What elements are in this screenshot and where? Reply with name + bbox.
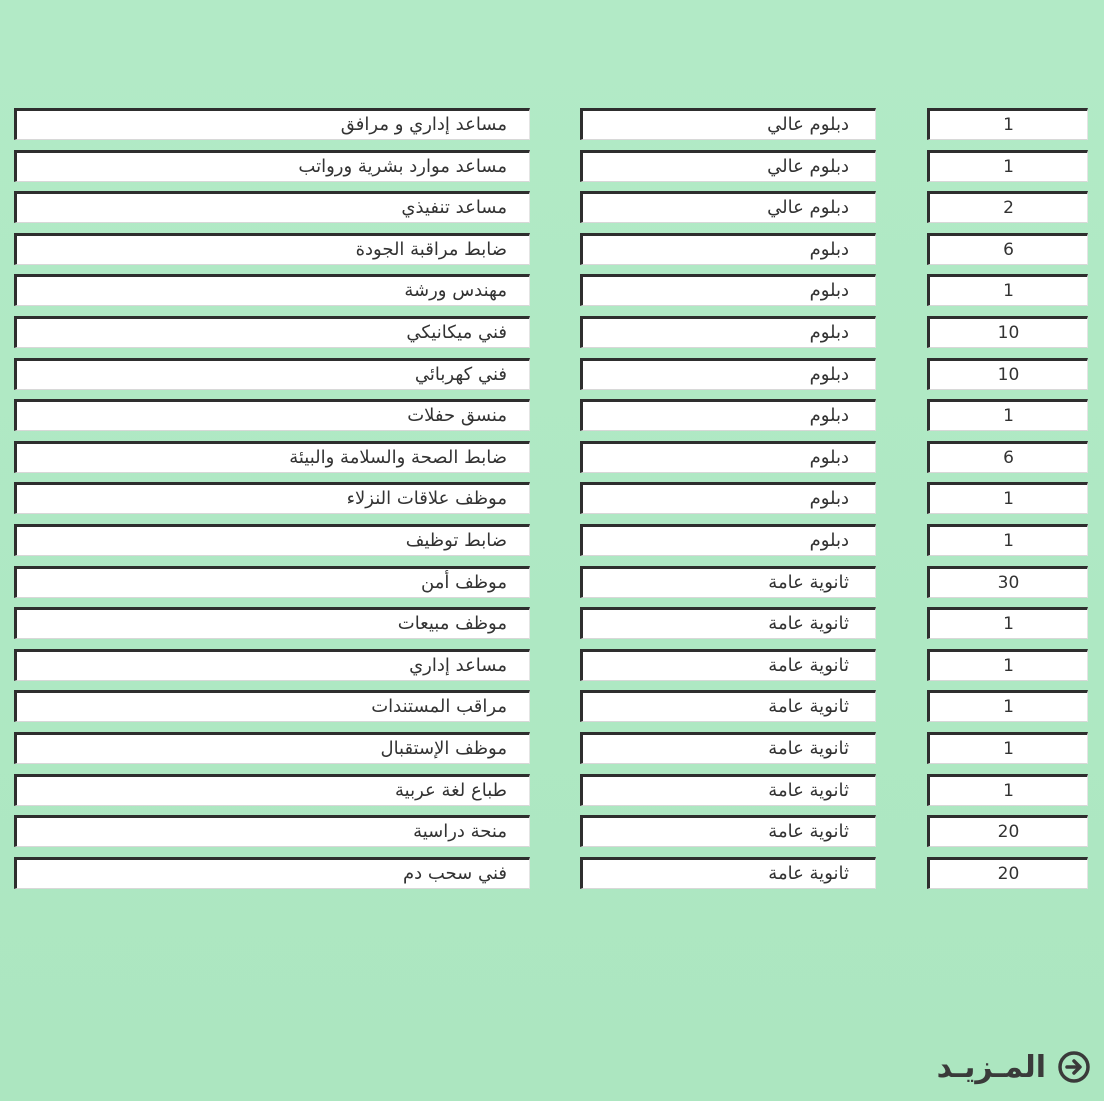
- job-title-cell: طباع لغة عربية: [14, 774, 530, 806]
- qualification-cell: ثانوية عامة: [580, 690, 876, 722]
- more-link[interactable]: [937, 1046, 1090, 1088]
- qualification-cell: دبلوم: [580, 274, 876, 306]
- qualification-cell: ثانوية عامة: [580, 774, 876, 806]
- qualification-cell: دبلوم: [580, 233, 876, 265]
- qualification-cell: ثانوية عامة: [580, 566, 876, 598]
- job-title-cell: مراقب المستندات: [14, 690, 530, 722]
- vacancy-count-cell: 1: [927, 399, 1088, 431]
- vacancy-count-cell: 10: [927, 316, 1088, 348]
- qualification-cell: دبلوم: [580, 482, 876, 514]
- qualification-cell: دبلوم: [580, 399, 876, 431]
- job-title-cell: فني كهربائي: [14, 358, 530, 390]
- vacancy-count-cell: 1: [927, 482, 1088, 514]
- job-title-cell: موظف أمن: [14, 566, 530, 598]
- vacancy-count-cell: 6: [927, 441, 1088, 473]
- qualification-cell: ثانوية عامة: [580, 732, 876, 764]
- vacancy-count-cell: 1: [927, 607, 1088, 639]
- jobs-table: [0, 108, 1104, 898]
- table-row: [0, 815, 1104, 857]
- vacancy-count-cell: 30: [927, 566, 1088, 598]
- table-row: [0, 274, 1104, 316]
- qualification-cell: دبلوم عالي: [580, 150, 876, 182]
- qualification-cell: دبلوم عالي: [580, 191, 876, 223]
- vacancy-count-cell: 6: [927, 233, 1088, 265]
- table-row: [0, 566, 1104, 608]
- vacancy-count-cell: 1: [927, 774, 1088, 806]
- qualification-cell: دبلوم: [580, 358, 876, 390]
- job-title-cell: مساعد تنفيذي: [14, 191, 530, 223]
- vacancy-count-cell: 1: [927, 732, 1088, 764]
- qualification-cell: ثانوية عامة: [580, 857, 876, 889]
- table-row: [0, 649, 1104, 691]
- job-title-cell: موظف مبيعات: [14, 607, 530, 639]
- vacancy-count-cell: 1: [927, 649, 1088, 681]
- qualification-cell: ثانوية عامة: [580, 649, 876, 681]
- job-title-cell: ضابط مراقبة الجودة: [14, 233, 530, 265]
- table-row: [0, 441, 1104, 483]
- table-row: [0, 399, 1104, 441]
- job-title-cell: فني سحب دم: [14, 857, 530, 889]
- table-row: [0, 774, 1104, 816]
- table-row: [0, 233, 1104, 275]
- table-row: [0, 316, 1104, 358]
- table-row: [0, 607, 1104, 649]
- qualification-cell: ثانوية عامة: [580, 815, 876, 847]
- job-title-cell: فني ميكانيكي: [14, 316, 530, 348]
- job-title-cell: مساعد إداري: [14, 649, 530, 681]
- qualification-cell: دبلوم عالي: [580, 108, 876, 140]
- vacancy-count-cell: 1: [927, 274, 1088, 306]
- job-title-cell: مهندس ورشة: [14, 274, 530, 306]
- vacancy-count-cell: 1: [927, 150, 1088, 182]
- job-title-cell: منسق حفلات: [14, 399, 530, 431]
- vacancy-count-cell: 20: [927, 857, 1088, 889]
- table-row: [0, 150, 1104, 192]
- job-title-cell: موظف الإستقبال: [14, 732, 530, 764]
- vacancy-count-cell: 1: [927, 690, 1088, 722]
- job-title-cell: مساعد إداري و مرافق: [14, 108, 530, 140]
- job-title-cell: مساعد موارد بشرية ورواتب: [14, 150, 530, 182]
- job-title-cell: ضابط الصحة والسلامة والبيئة: [14, 441, 530, 473]
- job-title-cell: موظف علاقات النزلاء: [14, 482, 530, 514]
- table-row: [0, 524, 1104, 566]
- job-title-cell: منحة دراسية: [14, 815, 530, 847]
- vacancy-count-cell: 1: [927, 524, 1088, 556]
- qualification-cell: دبلوم: [580, 524, 876, 556]
- vacancy-count-cell: 20: [927, 815, 1088, 847]
- qualification-cell: دبلوم: [580, 441, 876, 473]
- table-row: [0, 191, 1104, 233]
- table-row: [0, 358, 1104, 400]
- qualification-cell: ثانوية عامة: [580, 607, 876, 639]
- table-row: [0, 857, 1104, 899]
- table-row: [0, 732, 1104, 774]
- qualification-cell: دبلوم: [580, 316, 876, 348]
- table-row: [0, 690, 1104, 732]
- job-title-cell: ضابط توظيف: [14, 524, 530, 556]
- more-link-label: المـزيـد: [936, 1049, 1046, 1085]
- table-row: [0, 482, 1104, 524]
- vacancy-count-cell: 2: [927, 191, 1088, 223]
- vacancy-count-cell: 1: [927, 108, 1088, 140]
- table-row: [0, 108, 1104, 150]
- arrow-right-circle-icon: [1058, 1051, 1090, 1083]
- vacancy-count-cell: 10: [927, 358, 1088, 390]
